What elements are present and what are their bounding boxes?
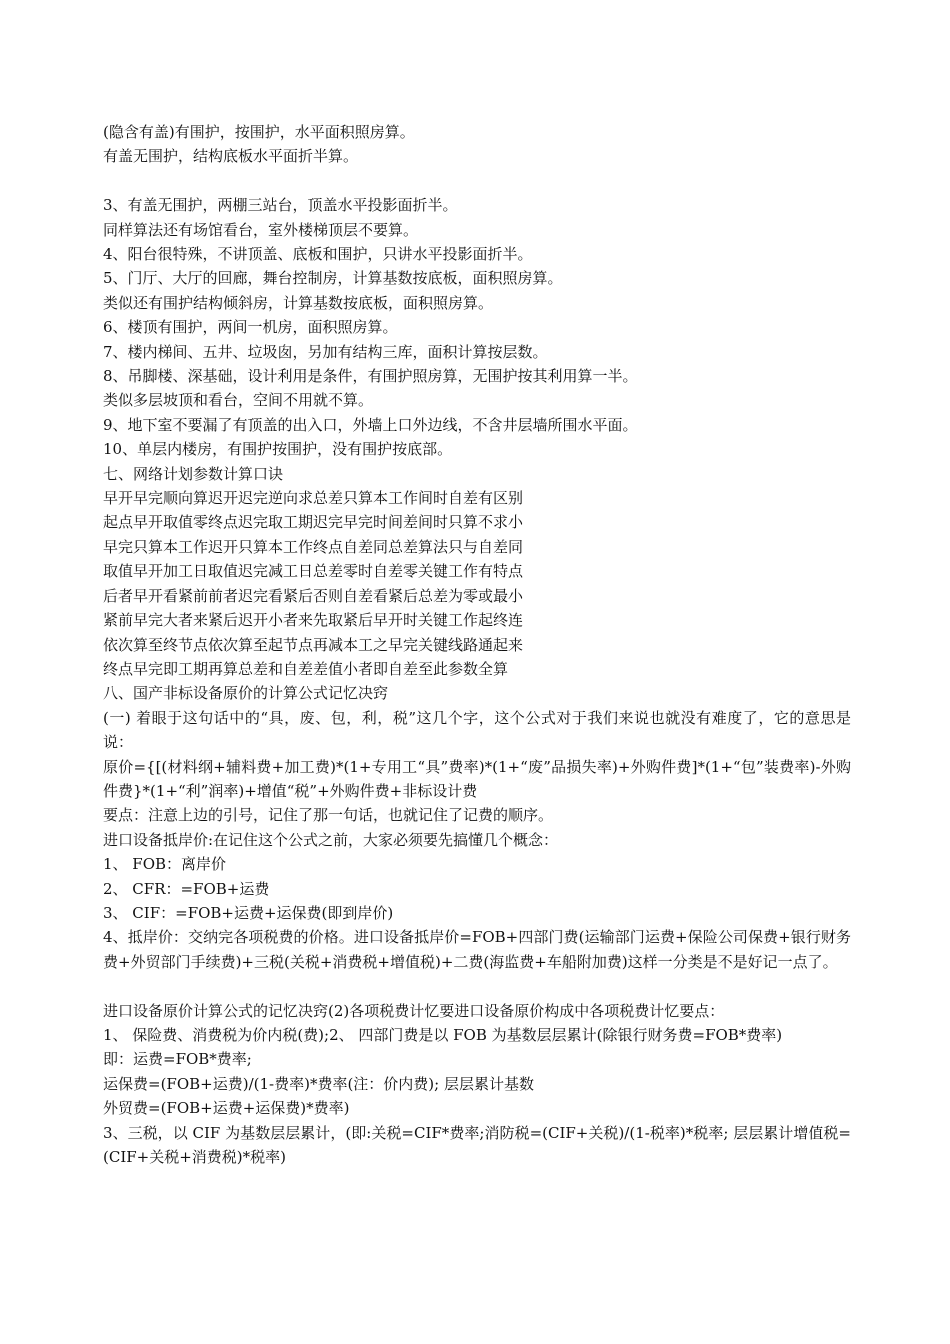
text-line: 要点：注意上边的引号，记住了那一句话，也就记住了记费的顺序。	[103, 806, 554, 825]
paragraph: 3、三税，以 CIF 为基数层层累计，(即:关税=CIF*费率;消防税=(CIF+关税)/(1-税率)*税率; 层层累计增值税=(CIF+关税+消费税)*税率)	[103, 1123, 851, 1167]
mnemonic-line: 早开早完顺向算迟开迟完逆向求总差只算本工作间时自差有区别	[103, 489, 524, 508]
text-line: 7、楼内梯间、五井、垃圾囱，另加有结构三库，面积计算按层数。	[103, 342, 548, 361]
text-line: 5、门厅、大厅的回廊，舞台控制房，计算基数按底板，面积照房算。	[103, 269, 563, 288]
mnemonic-line: 终点早完即工期再算总差和自差差值小者即自差至此参数全算	[103, 659, 509, 678]
mnemonic-line: 起点早开取值零终点迟完取工期迟完早完时间差间时只算不求小	[103, 513, 524, 532]
text-line: 类似多层坡顶和看台，空间不用就不算。	[103, 391, 374, 410]
list-item: 3、 CIF：=FOB+运费+运保费(即到岸价)	[103, 903, 394, 922]
mnemonic-line: 紧前早完大者来紧后迟开小者来先取紧后早开时关键工作起终连	[103, 611, 524, 630]
paragraph: 4、抵岸价：交纳完各项税费的价格。进口设备抵岸价=FOB+四部门费(运输部门运费+保险公司保费+银行财务费+外贸部门手续费)+三税(关税+消费税+增值税)+二费(海监费+车船附加费)这样一分类是不是好记一点了。	[103, 928, 851, 971]
paragraph: (一) 着眼于这句话中的“具，废、包，利，税”这几个字，这个公式对于我们来说也就没有难度了，它的意思是说：	[103, 708, 851, 752]
text-line: 9、地下室不要漏了有顶盖的出入口，外墙上口外边线，不含井层墙所围水平面。	[103, 415, 638, 434]
document-body	[103, 120, 851, 1169]
mnemonic-line: 后者早开看紧前前者迟完看紧后否则自差看紧后总差为零或最小	[103, 586, 524, 605]
text-line: 进口设备抵岸价:在记住这个公式之前，大家必须要先搞懂几个概念：	[103, 830, 559, 849]
mnemonic-line: 早完只算本工作迟开只算本工作终点自差同总差算法只与自差同	[103, 537, 524, 556]
text-line: (隐含有盖)有围护，按围护，水平面积照房算。	[103, 123, 415, 141]
section-heading: 七、网络计划参数计算口诀	[103, 464, 284, 483]
text-line: 4、阳台很特殊，不讲顶盖、底板和围护，只讲水平投影面折半。	[103, 245, 533, 264]
text-line: 同样算法还有场馆看台，室外楼梯顶层不要算。	[103, 220, 419, 239]
blank-line	[103, 169, 851, 193]
blank-line	[103, 974, 851, 998]
formula-paragraph: 原价={[(材料纲+辅料费+加工费)*(1+专用工“具”费率)*(1+“废”品损失率)+外购件费]*(1+“包”装费率)-外购件费}*(1+“利”润率)+增值“税”+外购件费+非标设计费	[103, 757, 851, 800]
text-line: 进口设备原价计算公式的记忆决窍(2)各项税费计忆要进口设备原价构成中各项税费计忆要点：	[103, 1001, 725, 1020]
text-line: 3、有盖无围护，两棚三站台，顶盖水平投影面折半。	[103, 196, 458, 215]
text-line: 外贸费=(FOB+运费+运保费)*费率)	[103, 1099, 350, 1118]
list-item: 1、 FOB：离岸价	[103, 855, 227, 874]
text-line: 6、楼顶有围护，两间一机房，面积照房算。	[103, 318, 398, 337]
text-line: 8、吊脚楼、深基础，设计利用是条件，有围护照房算，无围护按其利用算一半。	[103, 367, 638, 386]
mnemonic-line: 取值早开加工日取值迟完减工日总差零时自差零关键工作有特点	[103, 562, 524, 581]
text-line: 类似还有围护结构倾斜房，计算基数按底板，面积照房算。	[103, 293, 494, 312]
text-line: 即：运费=FOB*费率;	[103, 1050, 252, 1069]
text-line: 运保费=(FOB+运费)/(1-费率)*费率(注：价内费); 层层累计基数	[103, 1074, 534, 1093]
mnemonic-line: 依次算至终节点依次算至起节点再减本工之早完关键线路通起来	[103, 635, 524, 654]
list-item: 2、 CFR：=FOB+运费	[103, 879, 270, 898]
text-line: 1、 保险费、消费税为价内税(费);2、 四部门费是以 FOB 为基数层层累计(除银行财务费=FOB*费率)	[103, 1026, 783, 1044]
text-line: 有盖无围护，结构底板水平面折半算。	[103, 147, 359, 166]
section-heading: 八、国产非标设备原价的计算公式记忆决窍	[103, 684, 389, 703]
text-line: 10、单层内楼房，有围护按围护，没有围护按底部。	[103, 440, 453, 459]
